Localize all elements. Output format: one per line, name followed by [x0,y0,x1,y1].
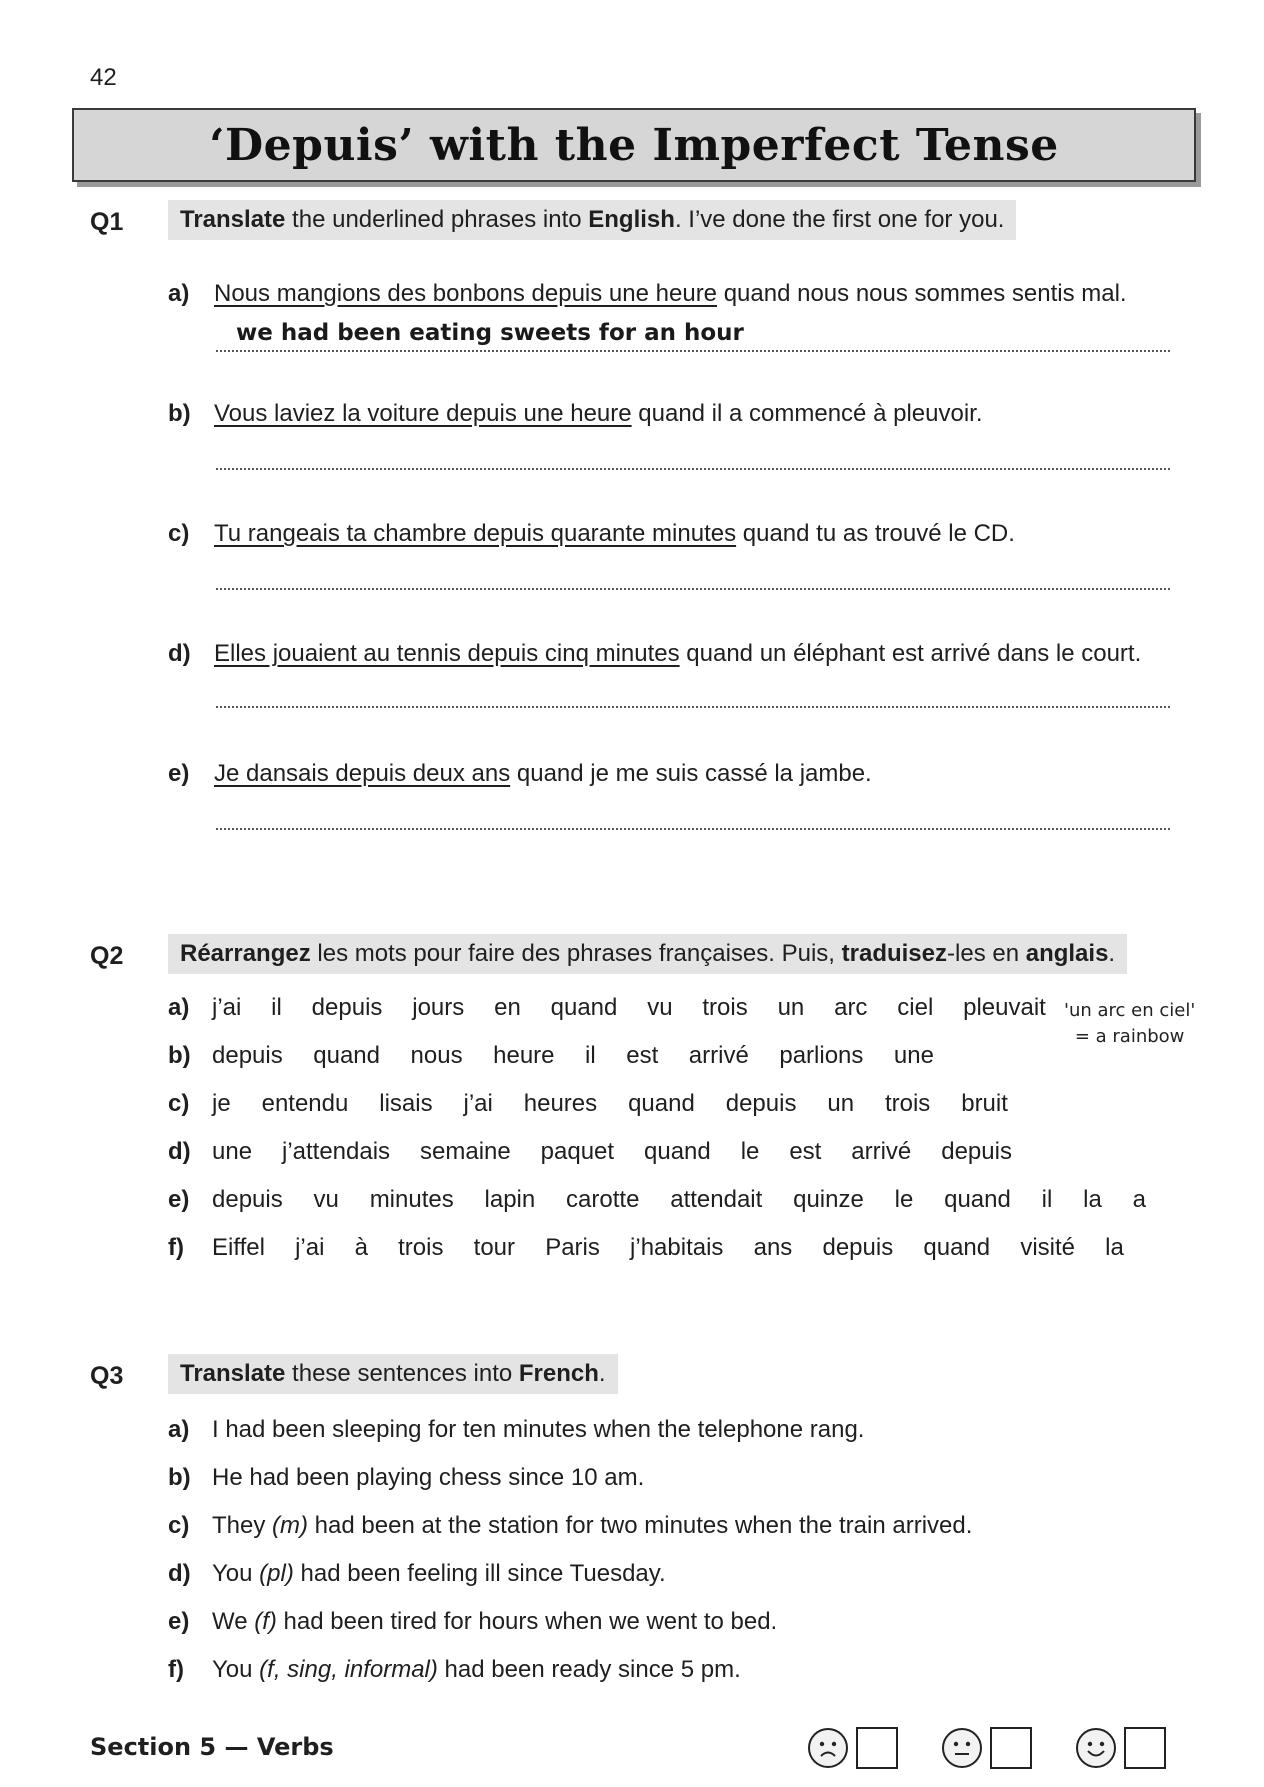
q2-word: depuis [212,1042,283,1069]
sad-tick-box[interactable] [856,1727,898,1769]
q1-b-sentence [214,400,982,428]
q1-c-sentence [214,520,1015,548]
q2-word: jours [412,994,465,1021]
q2-word: la [1105,1234,1124,1261]
q2-word: depuis [212,1186,283,1213]
q2-word: un [777,994,805,1021]
q2-word: à [354,1234,368,1261]
q3-item-label: b) [168,1464,191,1491]
hint-line-1: 'un arc en ciel' [1064,1000,1196,1021]
section-footer: Section 5 — Verbs [90,1733,334,1761]
q3-sentence-start: I had been sleeping for ten minutes when the telephone rang. [212,1416,865,1443]
q1-a-rest: quand nous nous sommes sentis mal. [717,280,1127,307]
q2-word: heure [493,1042,555,1069]
q3-sentence [212,1512,972,1540]
q2-word: en [494,994,521,1021]
q3-sentence [212,1464,644,1492]
q3-sentence-start: They [212,1512,273,1539]
q1-instr-t1: the underlined phrases into [285,206,589,233]
q2-word: il [1041,1186,1053,1213]
q1-a-answer-line[interactable] [216,350,1170,352]
q1-c-rest: quand tu as trouvé le CD. [736,520,1015,547]
q1-c-label: c) [168,520,190,547]
q1-b-underlined: Vous laviez la voiture depuis une heure [214,400,632,427]
title-banner [72,108,1196,182]
neutral-face-icon [942,1728,982,1768]
q2-instr-b1: Réarrangez [180,940,311,967]
q2-word: nous [410,1042,463,1069]
q3-sentence-start: We [212,1608,255,1635]
q2-word: trois [398,1234,444,1261]
rainbow-hint [1064,998,1195,1050]
q2-word: la [1083,1186,1102,1213]
q3-sentence [212,1560,666,1588]
q2-word: trois [702,994,748,1021]
q1-e-rest: quand je me suis cassé la jambe. [510,760,872,787]
q2-word: j’ai [295,1234,325,1261]
q2-word: attendait [670,1186,763,1213]
q2-instruction [168,934,1127,974]
q2-word: carotte [566,1186,640,1213]
q2-word: j’attendais [281,1138,391,1165]
q2-word: ans [753,1234,793,1261]
q2-word-row [212,994,1046,1022]
q1-d-sentence [214,640,1141,668]
q2-word: paquet [540,1138,615,1165]
q2-word-row [212,1186,1146,1214]
q2-word: le [740,1138,760,1165]
q2-word: j’ai [212,994,242,1021]
q1-b-answer-line[interactable] [216,468,1170,470]
q1-instr-b2: English [588,206,675,233]
q2-word: j’ai [463,1090,493,1117]
q2-word: arrivé [851,1138,912,1165]
q2-word: il [271,994,282,1021]
q1-e-underlined: Je dansais depuis deux ans [214,760,511,787]
neutral-tick-box[interactable] [990,1727,1032,1769]
q2-word: arc [834,994,868,1021]
sad-face-icon [808,1728,848,1768]
q3-instr-b2: French [518,1360,599,1387]
q1-d-rest: quand un éléphant est arrivé dans le court. [679,640,1142,667]
q1-e-label: e) [168,760,190,787]
q1-a-underlined: Nous mangions des bonbons depuis une heure [214,280,718,307]
q1-number: Q1 [90,208,124,236]
q3-item-label: e) [168,1608,190,1635]
q2-item-label: c) [168,1090,190,1117]
q2-word: vu [647,994,673,1021]
q2-word: depuis [941,1138,1012,1165]
q2-word: depuis [822,1234,894,1261]
page-number: 42 [90,64,117,91]
q2-word: une [212,1138,253,1165]
q2-word: semaine [420,1138,511,1165]
q2-item-label: a) [168,994,190,1021]
q1-e-sentence [214,760,872,788]
q2-word: je [212,1090,231,1117]
q3-sentence [212,1416,864,1444]
q2-instr-t3: . [1108,940,1116,967]
q2-word: quand [628,1090,695,1117]
q3-sentence-note: (m) [272,1512,309,1539]
q2-word: est [789,1138,822,1165]
q1-b-rest: quand il a commencé à pleuvoir. [631,400,983,427]
q2-word: quand [644,1138,711,1165]
q2-word: quand [313,1042,381,1069]
happy-face-icon [1076,1728,1116,1768]
q1-instruction [168,200,1016,240]
q2-word: il [585,1042,596,1069]
q3-item-label: c) [168,1512,190,1539]
q2-word: un [827,1090,855,1117]
q2-word: quand [923,1234,991,1261]
q1-instr-b1: Translate [180,206,286,233]
q3-sentence [212,1608,777,1636]
q1-d-label: d) [168,640,191,667]
q2-word: minutes [369,1186,454,1213]
q3-sentence-end: had been tired for hours when we went to bed. [276,1608,778,1635]
q1-e-answer-line[interactable] [216,828,1170,830]
q2-instr-t2: -les en [947,940,1026,967]
q2-instr-b3: anglais [1025,940,1109,967]
q1-b-label: b) [168,400,191,427]
q3-item-label: d) [168,1560,191,1587]
q2-word: Eiffel [212,1234,265,1261]
q2-word: visité [1020,1234,1075,1261]
q2-word: quinze [793,1186,864,1213]
q2-word: heures [523,1090,598,1117]
q2-word: entendu [261,1090,349,1117]
q3-instr-t2: . [598,1360,606,1387]
q2-item-label: d) [168,1138,191,1165]
q3-instruction [168,1354,618,1394]
q2-number: Q2 [90,942,124,970]
q2-word: arrivé [688,1042,749,1069]
q2-item-label: f) [168,1234,184,1261]
q3-sentence-note: (f, sing, informal) [259,1656,438,1683]
q3-instr-b1: Translate [180,1360,286,1387]
q3-sentence-end: had been at the station for two minutes when the train arrived. [308,1512,973,1539]
q2-word: lisais [379,1090,433,1117]
q2-word: j’habitais [630,1234,724,1261]
q1-c-answer-line[interactable] [216,588,1170,590]
q2-word: vu [313,1186,339,1213]
q2-word: est [626,1042,659,1069]
q2-word-row [212,1234,1124,1262]
q3-number: Q3 [90,1362,124,1390]
q2-word: une [893,1042,934,1069]
q2-instr-t1: les mots pour faire des phrases françaises. Puis, [310,940,842,967]
q3-sentence-start: You [212,1656,260,1683]
hint-line-2: = a rainbow [1074,1026,1185,1047]
q2-word: ciel [897,994,934,1021]
q2-word: depuis [311,994,383,1021]
q2-word: pleuvait [963,994,1046,1021]
q2-instr-b2: traduisez [841,940,948,967]
q2-word: trois [884,1090,931,1117]
q3-sentence-end: had been ready since 5 pm. [437,1656,741,1683]
q3-sentence-end: had been feeling ill since Tuesday. [293,1560,666,1587]
q2-word: a [1132,1186,1146,1213]
q1-d-answer-line[interactable] [216,706,1170,708]
q2-item-label: b) [168,1042,191,1069]
q1-c-underlined: Tu rangeais ta chambre depuis quarante minutes [214,520,737,547]
q2-word: depuis [725,1090,797,1117]
q2-word: le [894,1186,914,1213]
page-title: ‘Depuis’ with the Imperfect Tense [209,119,1059,171]
q1-d-underlined: Elles jouaient au tennis depuis cinq minutes [214,640,680,667]
q2-word: quand [944,1186,1011,1213]
happy-tick-box[interactable] [1124,1727,1166,1769]
q2-word-row [212,1042,934,1070]
q3-instr-t1: these sentences into [285,1360,519,1387]
q2-word: quand [550,994,618,1021]
q2-word: bruit [961,1090,1008,1117]
q2-word-row [212,1138,1012,1166]
q3-sentence-start: You [212,1560,260,1587]
q1-instr-t2: . I’ve done the first one for you. [674,206,1005,233]
q1-a-answer: we had been eating sweets for an hour [236,320,744,346]
q2-word: tour [473,1234,516,1261]
q3-sentence-note: (pl) [259,1560,294,1587]
q1-a-sentence [214,280,1127,308]
q2-word-row [212,1090,1008,1118]
q2-word: parlions [779,1042,864,1069]
q3-sentence-note: (f) [254,1608,277,1635]
q3-sentence [212,1656,741,1684]
q2-word: Paris [545,1234,600,1261]
q3-sentence-start: He had been playing chess since 10 am. [212,1464,645,1491]
q2-item-label: e) [168,1186,190,1213]
q3-item-label: f) [168,1656,184,1683]
q2-word: lapin [484,1186,536,1213]
q3-item-label: a) [168,1416,190,1443]
q1-a-label: a) [168,280,190,307]
